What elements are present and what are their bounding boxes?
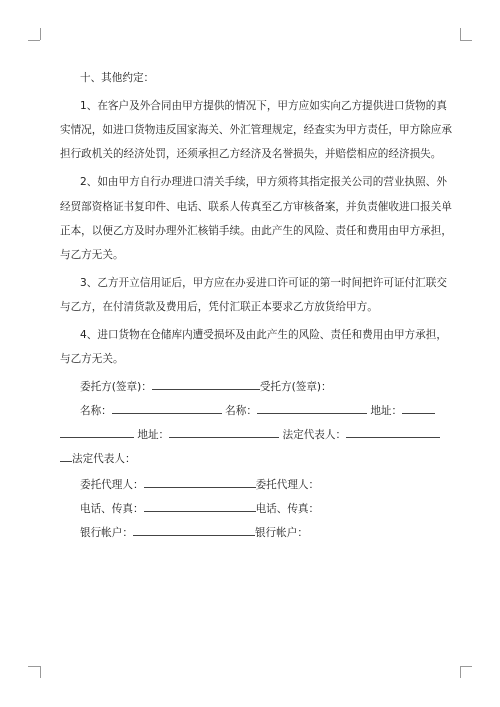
clause-1-line-2: 实情况，如进口货物违反国家海关、外汇管理规定，经查实为甲方责任，甲方除应承 [60, 124, 452, 136]
client-seal-blank[interactable] [152, 378, 260, 390]
crop-mark-bottom-right-h [460, 666, 472, 667]
client-address-blank-start[interactable] [402, 402, 435, 414]
agent-seal-label: 受托方(签章)： [259, 381, 332, 393]
agent-bank-label: 银行帐户： [254, 527, 308, 539]
crop-mark-top-right-v [460, 28, 461, 40]
signature-row-names [80, 402, 435, 418]
crop-mark-bottom-left-h [28, 666, 40, 667]
agent-legal-rep-lead-blank[interactable] [60, 450, 72, 462]
agent-proxy-label: 委托代理人： [255, 479, 320, 491]
client-legal-rep-label: 法定代表人： [282, 429, 347, 441]
agent-address-blank[interactable] [169, 426, 279, 438]
agent-address-label: 地址： [137, 429, 170, 441]
signature-row-phone [80, 500, 319, 516]
clause-3-line-2: 与乙方，在付清货款及费用后，凭付汇联正本要求乙方放货给甲方。 [60, 301, 378, 313]
agent-name-label: 名称： [225, 405, 257, 417]
agent-name-blank[interactable] [257, 402, 367, 414]
signature-row-proxy [80, 476, 319, 492]
crop-mark-top-right-h [460, 40, 472, 41]
clause-2-line-4: 与乙方无关。 [60, 249, 124, 261]
agent-phone-label: 电话、传真： [255, 503, 320, 515]
signature-row-parties [80, 378, 332, 394]
clause-2-line-2: 经贸部资格证书复印件、电话、联系人传真至乙方审核备案，并负责催收进口报关单 [60, 201, 452, 213]
client-proxy-label: 委托代理人： [80, 479, 144, 491]
signature-row-address [60, 426, 440, 442]
signature-row-legal-rep [60, 450, 136, 466]
clause-2-line-1: 2、如由甲方自行办理进口清关手续，甲方须将其指定报关公司的营业执照、外 [80, 176, 447, 188]
client-legal-rep-blank[interactable] [346, 426, 440, 438]
clause-1-line-3: 担行政机关的经济处罚，还须承担乙方经济及名誉损失，并赔偿相应的经济损失。 [60, 148, 442, 160]
client-phone-blank[interactable] [144, 500, 256, 512]
client-address-blank-end[interactable] [60, 426, 134, 438]
clause-4-line-1: 4、进口货物在仓储库内遭受损坏及由此产生的风险、责任和费用由甲方承担， [80, 329, 447, 341]
clause-4-line-2: 与乙方无关。 [60, 353, 124, 365]
clause-3-line-1: 3、乙方开立信用证后，甲方应在办妥进口许可证的第一时间把许可证付汇联交 [80, 277, 447, 289]
agent-legal-rep-label: 法定代表人： [72, 453, 136, 465]
signature-row-bank [80, 524, 308, 540]
clause-2-line-3: 正本，以便乙方及时办理外汇核销手续。由此产生的风险、责任和费用由甲方承担， [60, 225, 452, 237]
client-name-label: 名称： [80, 405, 112, 417]
crop-mark-bottom-left-v [40, 666, 41, 678]
client-seal-label: 委托方(签章)： [80, 381, 152, 393]
client-bank-blank[interactable] [133, 524, 255, 536]
client-proxy-blank[interactable] [144, 476, 256, 488]
client-bank-label: 银行帐户： [80, 527, 133, 539]
clause-1-line-1: 1、在客户及外合同由甲方提供的情况下，甲方应如实向乙方提供进口货物的真 [80, 100, 447, 112]
crop-mark-top-left-v [40, 28, 41, 40]
client-name-blank[interactable] [112, 402, 222, 414]
client-phone-label: 电话、传真： [80, 503, 144, 515]
crop-mark-top-left-h [28, 40, 40, 41]
client-address-label: 地址： [370, 405, 403, 417]
crop-mark-bottom-right-v [460, 666, 461, 678]
section-heading: 十、其他约定： [80, 72, 155, 84]
